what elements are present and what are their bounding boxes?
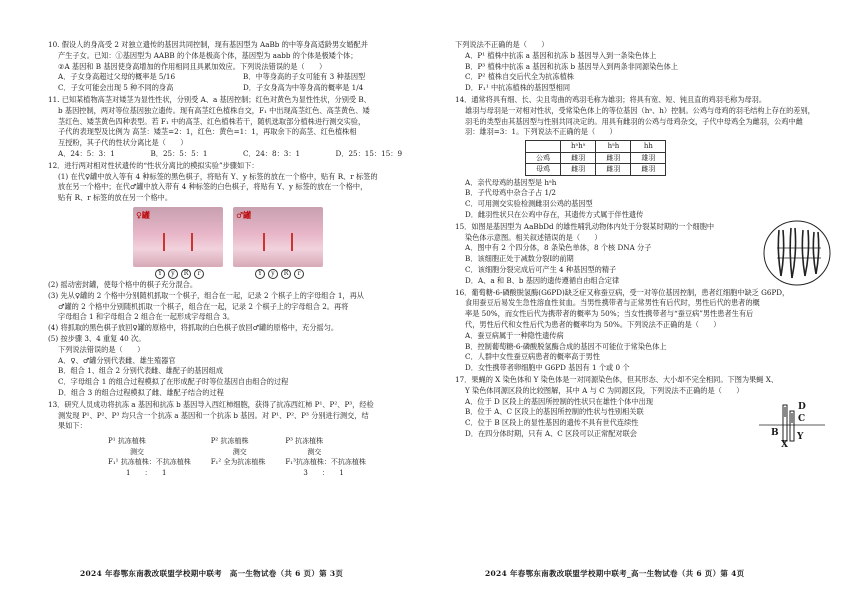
cross-ratio: 1 ： 1 (126, 468, 167, 477)
q16-line: 16．葡萄糖-6-磷酸脱氢酶(G6PD)缺乏症又称蚕豆病，受一对等位基因控制，患者红细胞中缺乏 G6PD， (455, 287, 790, 297)
q12-option-d: D．组合 3 的组合过程模拟了雌、雄配子结合的过程 (58, 387, 224, 397)
divider-stick (291, 233, 293, 251)
q17-option-a: A．位于 D 区段上的基因所控制的性状只在雄性个体中出现 (465, 396, 654, 406)
ball-r-lower: r (194, 269, 204, 279)
q13-line: 果如下： (58, 421, 87, 431)
xy-chromosome-drawing (757, 401, 827, 451)
cross-parent: P³ 抗冻植株 (285, 437, 324, 446)
ball-r-lower: r (294, 269, 304, 279)
q17-option-d: D．在四分体时期，只有 A、C 区段可以正常配对联会 (465, 429, 637, 438)
ball-r-upper: R (281, 269, 291, 279)
q10-stem3: ②A 基因和 B 基因使身高增加的作用相同且具累加效应。下列说法错误的是（ ） (58, 61, 327, 71)
ball-row (255, 269, 304, 279)
divider-stick (163, 233, 165, 251)
ball-y-lower: y (268, 269, 278, 279)
cross-method: 测交 (232, 447, 247, 456)
table-row (526, 164, 666, 176)
jar-pictures (133, 207, 428, 277)
cross-offspring: F₁¹ 抗冻植株：不抗冻植株 (108, 458, 191, 467)
q16-option-b: B．控制葡萄糖-6-磷酸脱氢酶合成的基因不可能位于常染色体上 (465, 341, 667, 351)
q14-option-c: C．可用测交实验检测雌羽公鸡的基因型 (465, 199, 593, 209)
ball-y-lower: y (168, 269, 178, 279)
xy-chromosome-figure (757, 401, 827, 451)
q10-options-row1 (48, 72, 428, 83)
q16-line: 代，男性后代和女性后代为患者的概率均为 50%。下列说法不正确的是（ ） (465, 320, 721, 330)
cross-parent: P¹ 抗冻植株 (108, 437, 146, 446)
cross-p1 (108, 436, 191, 478)
ball-y-upper: Y (255, 269, 265, 279)
q12-step: (3) 先从♀罐的 2 个格中分别随机抓取一个棋子，组合在一起，记录 2 个棋子上的字母组合 1，再从 (48, 290, 364, 300)
q12-line: 放在另一个格中；在代♂罐中放入带有 4 种标签的白色棋子，将贴有 Y、y 标签的放在一个格中， (58, 182, 368, 192)
q10-stem: 10. 假设人的身高受 2 对独立遗传的基因共同控制，现有基因型为 AaBb 的中等身高适龄男女婚配并 (48, 40, 368, 49)
table-cell: 雌羽 (561, 164, 596, 176)
q17-line: 17．果蝇的 X 染色体和 Y 染色体是一对同源染色体，但其形态、大小却不完全相同。下图为果蝇 X、 (455, 375, 779, 385)
left-column (48, 40, 428, 479)
right-column (455, 40, 825, 451)
q14-option-b: B．子代母鸡中杂合子占 1/2 (465, 188, 557, 198)
q15-line: 15．如图是基因型为 AaBbDd 的雄性哺乳动物体内处于分裂某时期的一个细胞中 (455, 221, 715, 231)
table-header-cell: hᵃhᵃ (561, 141, 596, 153)
q16-option-a: A．蚕豆病属于一种隐性遗传病 (465, 330, 564, 340)
female-jar-label: ♀罐 (136, 209, 150, 220)
q16-option-c: C．人群中女性蚕豆病患者的概率高于男性 (465, 352, 600, 362)
testcross-diagram (108, 436, 428, 478)
ball-r-upper: R (181, 269, 191, 279)
q12-option-a: A．♀、♂罐分别代表雌、雄生殖器官 (58, 355, 176, 365)
q14-line: 羽毛的类型由其基因型与性别共同决定的。用具有雌羽的公鸡与母鸡杂交，子代中母鸡全为雌羽，公鸡中雌 (465, 116, 803, 126)
fig-label-d: D (798, 402, 806, 413)
table-cell: 雌羽 (561, 152, 596, 164)
q12-option-b: B．组合 1、组合 2 分别代表雌、雄配子的基因组成 (58, 366, 224, 376)
q10-option-a: A．子女身高超过父母的概率是 5/16 (58, 72, 176, 82)
footer-page-3: 2024 年春鄂东南教改联盟学校期中联考 高一生物试卷（共 6 页）第 3页 (80, 569, 344, 578)
question-12 (48, 161, 428, 399)
table-cell: 雌羽 (631, 164, 666, 176)
fig-label-y: Y (797, 432, 804, 443)
ball-y-upper: Y (155, 269, 165, 279)
question-13-continued (455, 40, 825, 94)
q10-option-d: D．子女身高为中等身高的概率是 1/4 (243, 83, 364, 93)
q11-line: 子代的表现型及比例为 高茎：矮茎=2：1，红色：黄色=1：1，再取余下的高茎、红色植株相 (58, 127, 357, 137)
q15-option-d: D．A、a 和 B、b 基因的遗传遵循自由组合定律 (465, 275, 620, 285)
q11-line: 11. 已知某植物高茎对矮茎为显性性状，分别受 A、a 基因控制；红色对黄色为显性性状，分别受 B、 (48, 94, 371, 104)
q15-option-c: C．该细胞分裂完成后可产生 4 种基因型的精子 (465, 265, 617, 275)
q10-options-row2 (48, 83, 428, 94)
cross-offspring: F₁² 全为抗冻植株 (210, 458, 266, 467)
table-cell: 母鸡 (526, 164, 561, 176)
divider-stick (191, 233, 193, 251)
table-cell: 雌羽 (596, 152, 631, 164)
q12-step: (4) 将抓取的黑色棋子放回♀罐的原格中，将抓取的白色棋子放回♂罐的原格中，充分摇匀。 (48, 323, 339, 333)
q12-line: (1) 在代♀罐中放入等有 4 种标签的黑色棋子，将贴有 Y、y 标签的放在一个格中，贴有 R、r 标签的 (58, 171, 378, 181)
cross-method: 测交 (307, 447, 322, 456)
q11-line: b 基因控制，两对等位基因独立遗传。现有高茎红色植株自交，F₁ 中出现高茎红色、高茎黄色、矮 (58, 105, 370, 115)
q12-line: 12．进行两对相对性状遗传的“性状分离比的模拟实验”步骤如下： (48, 160, 259, 170)
q10-option-c: C．子女可能会出现 5 种不同的身高 (58, 83, 174, 93)
q13-line: 测发现 P¹、P²、P³ 均只含一个抗冻 a 基因和一个抗冻 b 基因。对 P¹、P²、P³ 分别进行测交，结 (58, 410, 369, 420)
q13-line: 13．研究人员成功将抗冻 a 基因和抗冻 b 基因导入西红柿细胞，获得了抗冻西红柿 P¹、P²、P³，经检 (48, 399, 374, 409)
table-header-cell: hh (631, 141, 666, 153)
q11-option-b: B．25：5：5：1 (150, 148, 208, 158)
q16-line: 率是 50%，而女性后代为携带者的概率为 50%；当女性携带者与“蚕豆病”男性患者生有后 (465, 309, 754, 319)
table-row (526, 152, 666, 164)
table-header-row (526, 141, 666, 153)
fig-label-x: X (781, 440, 788, 451)
table-header-cell: hᵃh (596, 141, 631, 153)
cross-method: 测交 (130, 447, 144, 456)
q11-options (48, 149, 428, 160)
q15-line: 染色体示意图。相关叙述错误的是（ ） (465, 232, 602, 242)
question-15 (455, 222, 825, 287)
q15-option-a: A．图中有 2 个四分体，8 条染色单体，8 个核 DNA 分子 (465, 243, 652, 253)
q12-step: ♂罐的 2 个格中分别随机抓取一个棋子，组合在一起，记录 2 个棋子上的字母组合 2。再将 (58, 301, 349, 311)
q15-option-b: B．该细胞正处于减数分裂I的前期 (465, 254, 574, 264)
q11-option-d: D．25：15：15：9 (335, 148, 403, 158)
q10-stem2: 产生子女。已知：①基因型为 AABB 的个体是极高个体，基因型为 aabb 的个体是极矮个体； (58, 50, 358, 60)
q14-option-a: A．亲代母鸡的基因型是 hᵃh (465, 177, 557, 187)
q11-line: 茎红色、矮茎黄色四种表型。若 F₁ 中的高茎、红色植株若干，随机选取部分植株进行测交实验， (58, 116, 366, 126)
q12-step: 下列说法错误的是（ ） (58, 344, 145, 354)
question-10 (48, 40, 428, 94)
q13-option-a: A．P¹ 植株中抗冻 a 基因和抗冻 b 基因导入到一条染色体上 (465, 50, 657, 60)
q11-option-a: A．24：5：3：1 (58, 148, 115, 158)
question-13 (48, 400, 428, 478)
q14-option-d: D．雌羽性状只在公鸡中存在，其遗传方式属于伴性遗传 (465, 210, 644, 220)
fig-label-c: C (798, 414, 806, 425)
q12-line: 贴有 R、r 标签的放在另一个格中。 (58, 193, 173, 203)
question-14 (455, 95, 825, 221)
q17-option-c: C．位于 B 区段上的显性基因的遗传不具有世代连续性 (465, 418, 639, 428)
q14-line: 雄羽与母羽是一对相对性状，受常染色体上的等位基因（hᵃ、h）控制。公鸡与母鸡的羽毛结构上存在的差别， (465, 105, 815, 115)
table-cell: 雌羽 (596, 164, 631, 176)
divider-stick (263, 233, 265, 251)
q13-option-b: B．P³ 植株中抗冻 a 基因和抗冻 b 基因导入到两条非同源染色体上 (465, 61, 678, 71)
q13-option-d: D．F₁¹ 中抗冻植株的基因型相同 (465, 83, 571, 93)
q17-line: Y 染色体同源区段的比较图解，其中 A 与 C 为同源区段，下列说法不正确的是（ ） (465, 385, 744, 395)
q14-line: 14．通常将具有细、长、尖且弯曲的鸡羽毛称为雄羽；将具有宽、短、钝且直的鸡羽毛称为母羽。 (455, 94, 767, 104)
table-header-cell (526, 141, 561, 153)
q12-step: (5) 按步骤 3、4 重复 40 次。 (48, 333, 146, 343)
q12-option-c: C．字母组合 1 的组合过程模拟了在形成配子时等位基因自由组合的过程 (58, 377, 289, 387)
q11-line: 互授粉，其子代的性状分离比是（ ） (58, 138, 188, 148)
fig-label-b: B (771, 428, 779, 439)
q16-line: 食用蚕豆后易发生急性溶血性贫血。当男性携带者与正常男性有后代时，男性后代的患者的概 (465, 298, 760, 308)
q10-option-b: B．中等身高的子女可能有 3 种基因型 (243, 72, 366, 82)
male-jar-label: ♂罐 (236, 209, 252, 220)
question-11 (48, 95, 428, 160)
ball-row (155, 269, 204, 279)
cross-offspring: F₁³抗冻植株：不抗冻植株 (285, 458, 366, 467)
cell-chromosome-figure (761, 218, 833, 288)
q17-option-b: B．位于 A、C 区段上的基因所控制的性状与性别相关联 (465, 407, 644, 417)
table-cell: 公鸡 (526, 152, 561, 164)
cross-parent: P² 抗冻植株 (210, 437, 249, 446)
table-cell: 雄羽 (631, 152, 666, 164)
question-16 (455, 288, 825, 374)
q11-option-c: C．24：8：3：1 (243, 148, 301, 158)
genotype-table (525, 140, 666, 176)
cross-ratio: 3 ： 1 (303, 468, 344, 477)
q16-option-d: D．女性携带者卵细胞中 G6PD 基因有 1 个或 0 个 (465, 363, 630, 373)
cross-p3 (285, 436, 365, 478)
q14-line: 羽：雄羽=3：1。下列说法不正确的是（ ） (465, 127, 617, 137)
male-jar-picture (233, 207, 323, 277)
cross-p2 (211, 436, 266, 478)
q12-step: 字母组合 1 和字母组合 2 组合在一起形成字母组合 3。 (58, 312, 235, 322)
female-jar-picture (133, 207, 223, 277)
q13-option-c: C．P² 植株自交后代全为抗冻植株 (465, 72, 574, 82)
footer-page-4: 2024 年春鄂东南教改联盟学校期中联考_高一生物试卷（共 6 页）第 4页 (485, 569, 745, 578)
question-17 (455, 375, 825, 451)
q13-question: 下列说法不正确的是（ ） (455, 40, 549, 49)
q12-step: (2) 摇动密封罐，使每个格中的棋子充分混合。 (48, 279, 198, 289)
